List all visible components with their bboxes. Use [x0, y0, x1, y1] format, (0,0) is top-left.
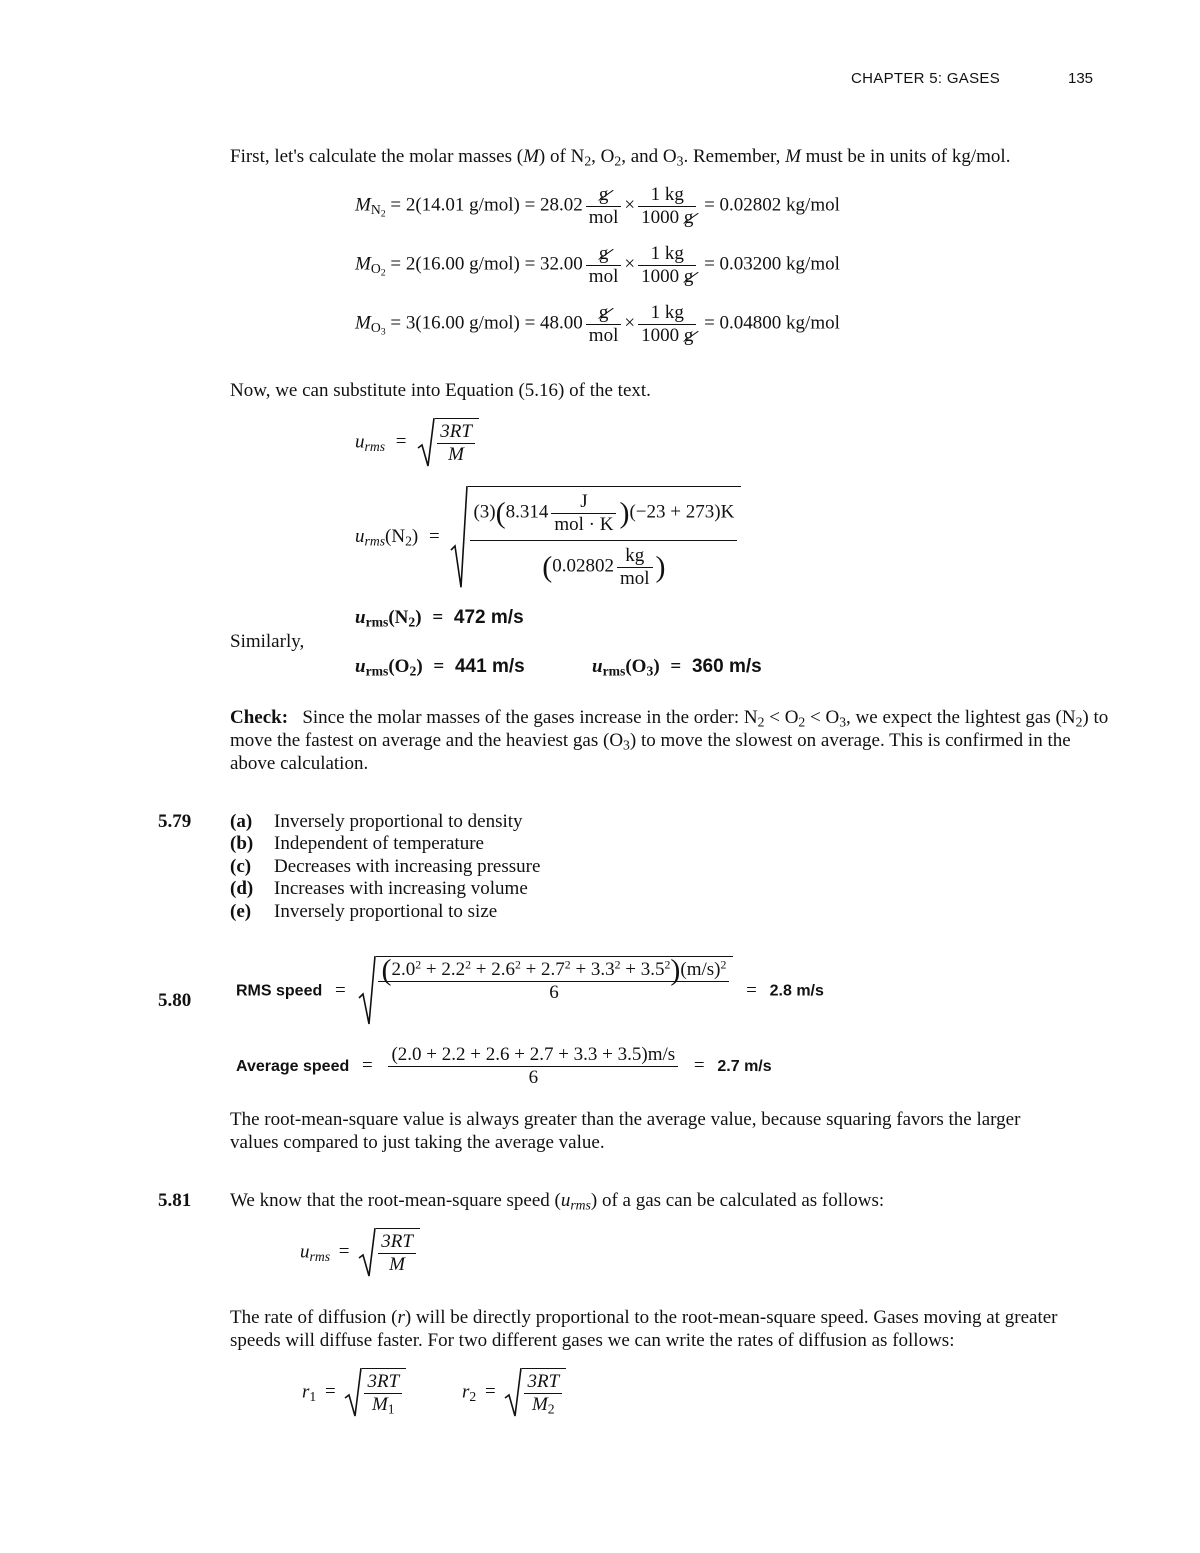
urms-n2-result: $u_{rms}(N_2) = 472$ m/s: [355, 607, 524, 630]
square-root: $\frac{3RT}{M_2}$: [504, 1368, 566, 1418]
urms-formula-2: $u_{rms}$ = $\frac{3RT}{M}$: [300, 1228, 420, 1278]
check-paragraph: Check: Since the molar masses of the gases increase in the order: $N_2 < O_2 < O_3$, we expect the lightest gas $(N_2)$ to move the fastest on average and the heaviest gas $(O_3)$ to move the slowest on average. This is confirmed in the above calculation.: [230, 707, 1109, 774]
rms-explanation: The root-mean-square value is always greater than the average value, because squaring favors the larger values compared to just taking the average value.: [230, 1109, 1021, 1153]
molar-mass-equation-o3: $M_{O_3} = 3(16.00$ g/mol) = 48.00 $\frac{g}{\text{mol}}$ × $\frac{1 kg}{1000 g}$ = 0.04800 kg/mol: [355, 302, 840, 346]
problem-number-5-79: 5.79: [158, 811, 192, 832]
fraction-kg-per-g: $\frac{1 kg}{1000 g}$: [638, 302, 696, 347]
urms-o3-result: $u_{rms}(O_3) = 360$ m/s: [592, 656, 762, 679]
urms-o2-result: $u_{rms}(O_2) = 441$ m/s: [355, 656, 525, 679]
urms-n2-calculation: $u_{rms}(N_2)$ = (3)(8.314 $\frac{J}{\text{mol · K}}$ )(−23 + 273)K (0.02802 $\frac{kg}{\text{mol}}$ ): [355, 486, 741, 589]
square-root: $\frac{3RT}{M_1}$: [344, 1368, 406, 1418]
rms-speed-equation: RMS speed = $\frac{(2.0^2 + 2.2^2 + 2.6^2 + 2.7^2 + 3.3^2 + 3.5^2)(m/s)^2}{6}$ = 2.8 m/s: [236, 956, 824, 1026]
fraction-kg-per-g: $\frac{1 kg}{1000 g}$: [638, 184, 696, 229]
problem-number-5-80: 5.80: [158, 990, 192, 1011]
list-item: (b) Independent of temperature: [230, 833, 484, 854]
list-item: (d) Increases with increasing volume: [230, 878, 528, 899]
urms-formula: $u_{rms}$ = $\frac{3RT}{M}$: [355, 418, 479, 468]
rms-speed-label: RMS speed: [236, 982, 323, 1000]
molar-mass-symbol: M: [523, 146, 539, 167]
similarly-label: Similarly,: [230, 631, 305, 652]
average-speed-equation: Average speed = $\frac{(2.0 + 2.2 + 2.6 + 2.7 + 3.3 + 3.5)m/s}{6}$ = 2.7 m/s: [236, 1044, 772, 1088]
list-item: (a) Inversely proportional to density: [230, 811, 523, 832]
rms-fraction: $\frac{(2.0^2 + 2.2^2 + 2.6^2 + 2.7^2 + 3.3^2 + 3.5^2)(m/s)^2}{6}$: [378, 959, 729, 1004]
radical-sign-icon: [358, 1228, 376, 1278]
chapter-title: CHAPTER 5: GASES: [851, 70, 1001, 87]
radical-sign-icon: [358, 956, 376, 1026]
radical-sign-icon: [344, 1368, 362, 1418]
urms-n2-fraction: (3)(8.314 $\frac{J}{\text{mol · K}}$ )(−23 + 273)K (0.02802 $\frac{kg}{\text{mol}}$ ): [470, 491, 737, 589]
fraction-kg-per-g: $\frac{1 kg}{1000 g}$: [638, 243, 696, 288]
square-root: [450, 486, 741, 589]
problem-number-5-81: 5.81: [158, 1190, 192, 1211]
average-speed-result: 2.7 m/s: [717, 1057, 772, 1075]
molar-mass-intro: First, let's calculate the molar masses (M) of $N_2$, $O_2$, and $O_3$. Remember, M must be in units of kg/mol.: [230, 146, 1011, 169]
molar-mass-equation-n2: $M_{N_2} = 2(14.01$ g/mol) = 28.02 $\frac{g}{\text{mol}}$ × $\frac{1 kg}{1000 g}$ = 0.02802 kg/mol: [355, 184, 840, 228]
list-item: (c) Decreases with increasing pressure: [230, 856, 541, 877]
check-label: Check:: [230, 707, 289, 728]
rate-formula-r2: $r_2$ = $\frac{3RT}{M_2}$: [462, 1368, 566, 1418]
radical-sign-icon: [417, 418, 435, 468]
running-header: [851, 70, 1000, 88]
fraction-g-per-mol: $\frac{g}{\text{mol}}$: [586, 243, 622, 288]
radical-sign-icon: [504, 1368, 522, 1418]
rms-speed-result: 2.8 m/s: [769, 982, 824, 1000]
list-item: (e) Inversely proportional to size: [230, 901, 498, 922]
average-fraction: $\frac{(2.0 + 2.2 + 2.6 + 2.7 + 3.3 + 3.5)m/s}{6}$: [388, 1044, 678, 1089]
substitute-sentence: Now, we can substitute into Equation (5.16) of the text.: [230, 380, 651, 401]
radical-sign-icon: [450, 486, 468, 589]
molar-mass-equation-o2: $M_{O_2} = 2(16.00$ g/mol) = 32.00 $\frac{g}{\text{mol}}$ × $\frac{1 kg}{1000 g}$ = 0.03200 kg/mol: [355, 243, 840, 287]
urms-intro-sentence: We know that the root-mean-square speed $(u_{rms})$ of a gas can be calculated as follows:: [230, 1190, 885, 1213]
rate-formula-r1: $r_1$ = $\frac{3RT}{M_1}$: [302, 1368, 406, 1418]
page-number: 135: [1068, 70, 1094, 87]
square-root: $\frac{3RT}{M}$: [358, 1228, 420, 1278]
average-speed-label: Average speed: [236, 1057, 350, 1075]
diffusion-paragraph: The rate of diffusion (r) will be directly proportional to the root-mean-square speed. Gases moving at greater speeds will diffuse faster. For two different gases we can write the rates of diffusion as follows:: [230, 1307, 1058, 1351]
square-root: [358, 953, 733, 1026]
fraction-g-per-mol: $\frac{g}{\text{mol}}$: [586, 302, 622, 347]
fraction-g-per-mol: $\frac{g}{\text{mol}}$: [586, 184, 622, 229]
square-root: $\frac{3RT}{M}$: [417, 418, 479, 468]
